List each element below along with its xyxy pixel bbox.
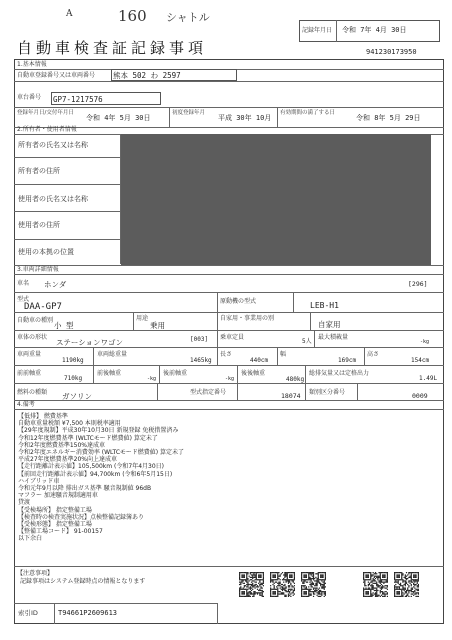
remark-line: 令和2年度エネルギー消費効率 (WLTCモード燃費値) 算定未了 — [18, 449, 185, 457]
id-label: 索引ID — [18, 609, 38, 617]
remark-line: 【前回走行距離計表示値】94,700km (令和6年5月15日) — [18, 470, 173, 478]
qr-code-2-icon — [270, 572, 295, 597]
shape-code: [003] — [190, 336, 209, 343]
first-reg-value: 平成 30年 10月 — [218, 114, 272, 122]
class-number-label: 類別区分番号 — [309, 389, 346, 396]
qr-code-1-icon — [239, 572, 264, 597]
page-title: 自動車検査証記録事項 — [17, 39, 208, 57]
reg-number-label: 自動車登録番号又は車両番号 — [17, 72, 96, 79]
output-date-label: 記録年月日 — [302, 27, 333, 34]
use-label: 用途 — [136, 315, 149, 322]
owner-name-label: 所有者の氏名又は名称 — [18, 141, 88, 149]
rear-rear-axle-label: 後後軸重 — [241, 370, 266, 377]
reg-date-value: 令和 4年 5月 30日 — [86, 114, 151, 122]
output-date-value: 令和 7年 4月 30日 — [342, 26, 407, 34]
remark-line: 【走行距離計表示値】105,500km (令和7年4月30日) — [18, 463, 164, 471]
engine-value: LEB-H1 — [310, 301, 339, 310]
remark-line: 令和元年9月以降 排出ガス基準 騒音規制値 96dB — [18, 485, 152, 493]
remark-line: 貸渡 — [18, 499, 31, 507]
section-remarks: 4.備考 — [17, 401, 35, 408]
reg-number-value: 熊本 502 わ 2597 — [113, 71, 181, 80]
front-rear-axle-label: 前後軸重 — [97, 370, 122, 377]
remarks-list — [18, 413, 348, 543]
section-vehicle-info: 3.車両詳細情報 — [17, 266, 59, 273]
kind-label: 自動車の種別 — [17, 317, 54, 324]
first-reg-label: 初度登録年月 — [172, 110, 206, 116]
make-code: [296] — [408, 280, 428, 288]
class-number-value: 0009 — [412, 392, 428, 400]
model-value: DAA-GP7 — [24, 302, 62, 312]
remark-line: 【検査時の検査実施状況】点検整備記録簿あり — [18, 513, 145, 521]
chassis-number-value: GP7-1217576 — [53, 95, 103, 104]
length-label: 長さ — [220, 351, 233, 358]
qr-code-4-icon — [363, 572, 388, 597]
note-text: 記録事項はシステム登録時点の情報となります — [20, 578, 146, 585]
height-value: 154cm — [411, 357, 430, 364]
displacement-label: 総排気量又は定格出力 — [309, 370, 370, 377]
rear-front-axle-value: -kg — [225, 376, 235, 382]
remark-line: 自動車重量税額 ¥7,500 本則税率適用 — [18, 420, 121, 428]
remark-line: 【低排】 燃費基準 — [18, 413, 68, 420]
make-label: 車名 — [17, 280, 30, 287]
gross-weight-value: 1465kg — [190, 357, 212, 364]
engine-label: 原動機の型式 — [220, 298, 257, 305]
max-load-value: -kg — [420, 339, 430, 345]
section-basic-info: 1.基本情報 — [17, 61, 47, 68]
user-name-label: 使用者の氏名又は名称 — [18, 195, 88, 203]
width-label: 幅 — [280, 351, 287, 358]
handwritten-name: シャトル — [166, 11, 210, 24]
note-title: 【注意事項】 — [17, 570, 54, 577]
remark-line: 【29年度規制】平成30年10月30日 新規登録 免税措置済み — [18, 427, 179, 435]
model-label: 型式 — [17, 296, 30, 303]
make-value: ホンダ — [44, 280, 67, 289]
kind-value: 小 型 — [54, 321, 74, 330]
front-front-axle-value: 710kg — [64, 375, 83, 382]
remark-line: 【整備工場コード】 91-00157 — [18, 528, 103, 536]
height-label: 高さ — [367, 351, 380, 358]
max-load-label: 最大積載量 — [318, 334, 349, 341]
remark-line: 以下余白 — [18, 535, 43, 543]
use-value: 乗用 — [150, 321, 165, 330]
doc-number: 941230173950 — [366, 48, 417, 56]
fuel-label: 燃料の種類 — [17, 389, 48, 396]
type-number-label: 型式指定番号 — [190, 389, 227, 396]
rear-front-axle-label: 後前軸重 — [163, 370, 188, 377]
chassis-number-label: 車台番号 — [17, 94, 42, 101]
capacity-label: 乗車定員 — [220, 334, 245, 341]
remark-line: ハイブリッド車 — [18, 477, 60, 485]
redacted-owner-block — [121, 134, 431, 265]
qr-code-5-icon — [394, 572, 419, 597]
displacement-value: 1.49L — [419, 375, 438, 382]
expiry-label: 有効期間の満了する日 — [280, 110, 336, 116]
fuel-value: ガソリン — [62, 392, 92, 401]
shape-value: ステーションワゴン — [56, 338, 124, 347]
remark-line: 令和12年度燃費基準 (WLTCモード燃費値) 算定未了 — [18, 434, 158, 442]
expiry-value: 令和 8年 5月 29日 — [356, 114, 421, 122]
handwritten-mark: A — [66, 9, 73, 19]
type-number-value: 18074 — [281, 392, 301, 400]
rear-rear-axle-value: 480kg — [286, 376, 305, 383]
capacity-value: 5人 — [302, 338, 312, 345]
business-value: 自家用 — [318, 320, 341, 329]
id-value: T94661P2609613 — [58, 609, 118, 617]
base-location-label: 使用の本拠の位置 — [18, 248, 74, 256]
business-label: 自家用・事業用の別 — [220, 315, 275, 322]
user-address-label: 使用者の住所 — [18, 221, 60, 229]
qr-code-3-icon — [301, 572, 326, 597]
shape-label: 車体の形状 — [17, 334, 48, 341]
remark-line: 【受検場所】 指定整備工場 — [18, 506, 92, 514]
section-owner-info: 2.所有者・使用者情報 — [17, 126, 77, 133]
remark-line: マフラー 加速騒音規制適用車 — [18, 492, 98, 500]
handwritten-number: 160 — [118, 7, 147, 25]
reg-date-label: 登録年月日/交付年月日 — [17, 110, 74, 116]
length-value: 440cm — [250, 357, 269, 364]
front-front-axle-label: 前前軸重 — [17, 370, 42, 377]
remark-line: 令和2年度燃費基準150%達成車 — [18, 441, 105, 449]
gross-weight-label: 車両総重量 — [97, 351, 128, 358]
remark-line: 平成27年度燃費基準20%向上達成車 — [18, 456, 117, 464]
front-rear-axle-value: -kg — [147, 376, 157, 382]
weight-value: 1190kg — [62, 357, 84, 364]
remark-line: 【受検形態】 指定整備工場 — [18, 521, 92, 529]
owner-address-label: 所有者の住所 — [18, 167, 60, 175]
weight-label: 車両重量 — [17, 351, 42, 358]
width-value: 169cm — [338, 357, 357, 364]
